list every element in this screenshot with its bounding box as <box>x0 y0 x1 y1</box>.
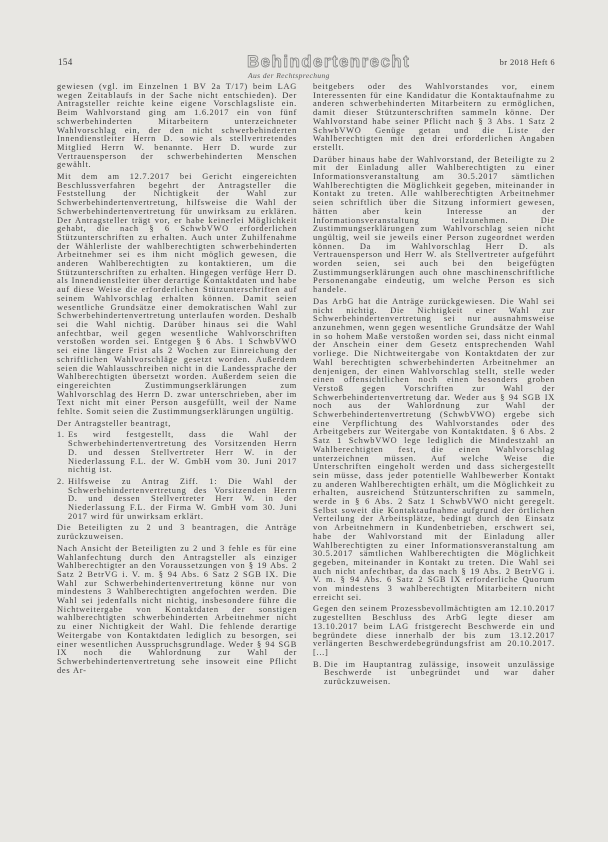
section-label: B. <box>313 659 323 669</box>
paragraph: gewiesen (vgl. im Einzelnen 1 BV 2a T/17) beim LAG wegen Zeitablaufs in der Sache nicht entschieden). Der Antragsteller reichte keine eigene Vorschlagsliste ein. Beim Wahlvorstand ging am 1.6.2017 ein von fünf schwerbehinderten Mitarbeitern unterzeichneter Wahlvorschlag ein, der den nicht schwerbehinderten Innendienstleiter Herrn D. sowie als stellvertretendes Mitglied Herrn W. benannte. Herr D. wurde zur Vertrauensperson der schwerbehinderten Menschen gewählt. <box>57 83 297 170</box>
paragraph: Die Beteiligten zu 2 und 3 beantragen, die Anträge zurückzuweisen. <box>57 523 297 542</box>
section-title: Aus der Rechtsprechung <box>248 71 330 80</box>
paragraph: Der Antragsteller beantragt, <box>57 418 172 428</box>
item-text: Es wird festgestellt, dass die Wahl der Schwerbehindertenvertretung des Vorsitzenden Herrn D. und dessen Stellvertreter Herr W. in der Niederlassung F.L. der W. GmbH vom 30. Juni 2017 nichtig ist. <box>68 430 297 475</box>
paragraph: Darüber hinaus habe der Wahlvorstand, der Beteiligte zu 2 mit der Einladung aller Wahlberechtigten zu einer Informationsveranstaltung am 30.5.2017 sämtlichen Wahlberechtigten die Möglichkeit gegeben, miteinander in Kontakt zu treten. Alle wahlberechtigten Arbeitnehmer seien schriftlich über die Sitzung informiert gewesen, hätten aber kein Interesse an der Informationsveranstaltung teilzunehmen. Die Zustimmungserklärungen zum Wahlvorschlag seien nicht ungültig, weil sie jeweils einer Person zugeordnet werden können. Da im Wahlvorschlag Herr D. als Vertrauensperson und Herr W. als Stellvertreter aufgeführt worden seien, sei auch bei den beigefügten Zustimmungserklärungen auch ohne maschinenschriftliche Personenangabe eindeutig, um welche Person es sich handele. <box>313 154 555 295</box>
paragraph: Gegen den seinem Prozessbevollmächtigten am 12.10.2017 zugestellten Beschluss des ArbG legte dieser am 13.10.2017 beim LAG fristgerecht Beschwerde ein und begründete diese innerhalb der bis zum 13.12.2017 verlängerten Beschwerdebegründungsfrist am 20.10.2017. [...] <box>313 604 555 657</box>
right-column <box>313 83 555 795</box>
issue-label: br 2018 Heft 6 <box>499 57 555 67</box>
paragraph: Mit dem am 12.7.2017 bei Gericht eingereichten Beschlussverfahren begehrt der Antragsteller die Feststellung der Nichtigkeit der Wahl zur Schwerbehindertenvertretung, hilfsweise die Wahl der Schwerbehindertenvertretung für unwirksam zu erklären. Der Antragsteller trägt vor, er habe keinerlei Möglichkeit gehabt, die nach § 6 SchwbVWO erforderlichen Stützunterschriften zu erhalten. Auch unter Zuhilfenahme der Wählerliste der wahlberechtigten schwerbehinderten Arbeitnehmer sei es ihm nicht möglich gewesen, die anderen Wahlberechtigten zu kontaktieren, um die Stützunterschriften zu erhalten. Hingegen verfüge Herr D. als Innendienstleiter über derartige Kontaktdaten und habe auf diese Weise die erforderlichen Stützunterschriften auf seinem Wahlvorschlag erhalten können. Damit seien wesentliche Grundsätze einer demokratischen Wahl zur Schwerbehindertenvertretung unterlaufen worden. Deshalb sei die Wahl nichtig. Darüber hinaus sei die Wahl anfechtbar, weil gegen wesentliche Wahlvorschriften verstoßen worden sei. Entgegen § 6 Abs. 1 SchwbVWO sei eine längere Frist als 2 Wochen zur Einreichung der schriftlichen Wahlvorschläge gesetzt worden. Außerdem seien die Wahlausschreiben nicht in die Landessprache der Wahlberechtigten übersetzt worden. Außerdem seien die eingereichten Zustimmungserklärungen zum Wahlvorschlag des Herrn D. zwar unterschrieben, aber im Text nicht mit einer Person ausgefüllt, weil der Name fehlte. Somit seien die Zustimmungserklärungen ungültig. <box>57 172 297 417</box>
numbered-item <box>57 478 297 522</box>
left-column <box>57 83 297 795</box>
numbered-item <box>57 431 297 475</box>
item-number: 2. <box>57 476 65 486</box>
page-number: 154 <box>58 57 73 67</box>
section-b-item <box>313 661 555 687</box>
journal-title-logo: Behindertenrecht <box>247 52 411 71</box>
paragraph: beitgebers oder des Wahlvorstandes vor, einem Interessenten für eine Kandidatur die Kontaktaufnahme zu anderen schwerbehinderten Mitarbeitern zu ermöglichen, damit dieser Stützunterschriften sammeln könne. Der Wahlvorstand habe seiner Pflicht nach § 3 Abs. 1 Satz 2 SchwbVWO Genüge getan und die Liste der Wahlberechtigten mit den drei erforderlichen Angaben erstellt. <box>313 83 555 152</box>
paragraph: Das ArbG hat die Anträge zurückgewiesen. Die Wahl sei nicht nichtig. Die Nichtigkeit einer Wahl zur Schwerbehindertenvertretung sei nur ausnahmsweise anzunehmen, wenn gegen wesentliche Grundsätze der Wahl in so hohem Maße verstoßen worden sei, dass nicht einmal der Anschein einer dem Gesetz entsprechenden Wahl vorliege. Die Nichtweitergabe von Kontaktdaten der zur Wahl berechtigten schwerbehinderten Arbeitnehmer an denjenigen, der einen Wahlvorschlag stellt, stelle weder einen offensichtlichen noch einen besonders groben Verstoß gegen Vorschriften zur Wahl der Schwerbehindertenvertretung dar. Weder aus § 94 SGB IX noch aus der Wahlordnung zur Wahl der Schwerbehindertenvertretung (SchwbVWO) ergebe sich eine Verpflichtung des Wahlvorstandes oder des Arbeitgebers zur Weitergabe von Kontaktdaten. § 6 Abs. 2 Satz 1 SchwbVWO lege lediglich die Mindestzahl an Wahlberechtigten fest, die einen Wahlvorschlag unterzeichnen müssen. Auf welche Weise die Unterschriften eingeholt werden und dass sichergestellt sein müsse, dass jeder potentielle Wahlbewerber Kontakt zu anderen Wahlberechtigten erhält, um die Möglichkeit zu erhalten, ausreichend Stützunterschriften zu sammeln, werde in § 6 Abs. 2 Satz 1 SchwbVWO nicht geregelt. Selbst soweit die Kontaktaufnahme aufgrund der örtlichen Verteilung der Arbeitsplätze, bedingt durch den Einsatz von Arbeitnehmern in Kundenbetrieben, erschwert sei, habe der Wahlvorstand mit der Einladung aller Wahlberechtigten zu einer Informationsveranstaltung am 30.5.2017 sämtlichen Wahlberechtigten die Möglichkeit gegeben, miteinander in Kontakt zu treten. Die Wahl sei auch nicht anfechtbar, da das nach § 19 Abs. 2 BetrVG i. V. m. § 94 Abs. 6 Satz 2 SGB IX erforderliche Quorum von mindestens 3 wahlberechtigten Mitarbeitern nicht erreicht sei. <box>313 296 555 602</box>
paragraph: Nach Ansicht der Beteiligten zu 2 und 3 fehle es für eine Wahlanfechtung durch den Antragsteller als einziger Wahlberechtigter an den Voraussetzungen von § 19 Abs. 2 Satz 2 BetrVG i. V. m. § 94 Abs. 6 Satz 2 SGB IX. Die Wahl zur Schwerbehindertenvertretung könne nur von mindestens 3 Wahlberechtigten angefochten werden. Die Wahl sei jedenfalls nicht nichtig, insbesondere führe die Nichtweitergabe von Kontaktdaten der sonstigen wahlberechtigten schwerbehinderten Arbeitnehmer nicht zu einer Nichtigkeit der Wahl. Die fehlende derartige Weitergabe von Kontaktdaten lediglich zu besorgen, sei einer wesentlichen Ausspruchsgrundlage. Weder § 94 SGB IX noch die Wahlordnung zur Wahl der Schwerbehindertenvertretung sehe insoweit eine Pflicht des Ar- <box>57 543 297 675</box>
item-text: Die im Hauptantrag zulässige, insoweit unzulässige Beschwerde ist unbegründet und war daher zurückzuweisen. <box>324 659 555 687</box>
item-number: 1. <box>57 430 65 440</box>
item-text: Hilfsweise zu Antrag Ziff. 1: Die Wahl der Schwerbehindertenvertretung des Vorsitzenden Herrn D. und dessen Stellvertreter Herr W. in der Niederlassung F.L. der Firma W. GmbH vom 30. Juni 2017 wird für unwirksam erklärt. <box>68 476 297 521</box>
